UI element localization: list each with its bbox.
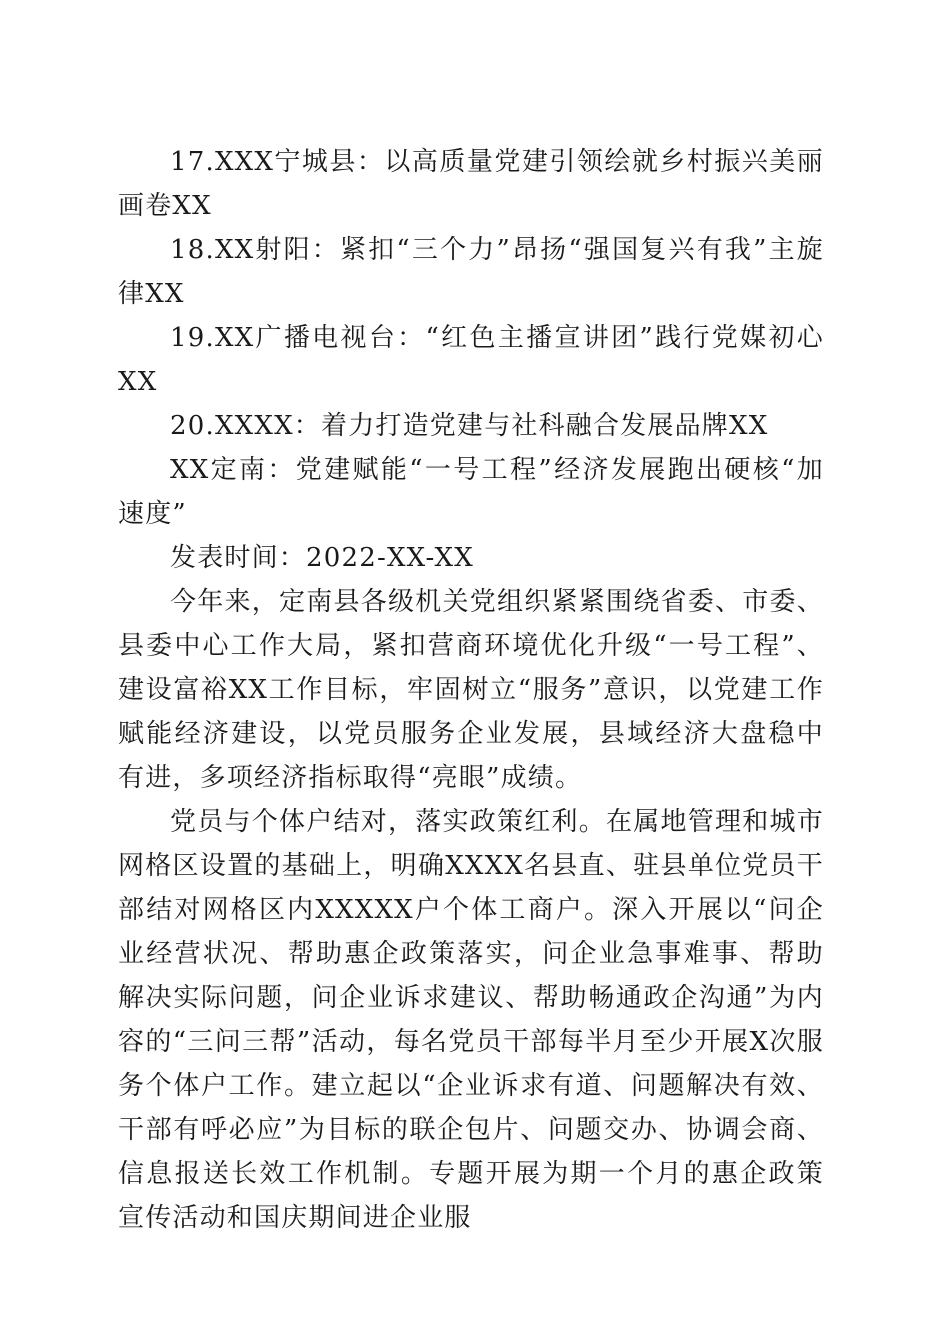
list-item-18: 18.XX射阳：紧扣“三个力”昂扬“强国复兴有我”主旋律XX (118, 235, 824, 309)
document-body (118, 140, 824, 1240)
publish-time: 发表时间：2022-XX-XX (170, 543, 474, 573)
list-item-17: 17.XXX宁城县：以高质量党建引领绘就乡村振兴美丽画卷XX (118, 147, 824, 221)
body-paragraph-section-1: 党员与个体户结对，落实政策红利。在属地管理和城市网格区设置的基础上，明确XXXX名县直、驻县单位党员干部结对网格区内XXXXX户个体工商户。深入开展以“问企业经营状况、帮助惠企政策落实，问企业急事难事、帮助解决实际问题，问企业诉求建议、帮助畅通政企沟通”为内容的“三问三帮”活动，每名党员干部每半月至少开展X次服务个体户工作。建立起以“企业诉求有道、问题解决有效、干部有呼必应”为目标的联企包片、问题交办、协调会商、信息报送长效工作机制。专题开展为期一个月的惠企政策宣传活动和国庆期间进企业服 (118, 807, 824, 1233)
list-item-19: 19.XX广播电视台：“红色主播宣讲团”践行党媒初心XX (118, 323, 824, 397)
article-title: XX定南：党建赋能“一号工程”经济发展跑出硬核“加速度” (118, 455, 824, 529)
list-item-20: 20.XXXX：着力打造党建与社科融合发展品牌XX (170, 411, 769, 441)
body-paragraph-intro: 今年来，定南县各级机关党组织紧紧围绕省委、市委、县委中心工作大局，紧扣营商环境优化升级“一号工程”、建设富裕XX工作目标，牢固树立“服务”意识，以党建工作赋能经济建设，以党员服务企业发展，县域经济大盘稳中有进，多项经济指标取得“亮眼”成绩。 (118, 587, 824, 793)
